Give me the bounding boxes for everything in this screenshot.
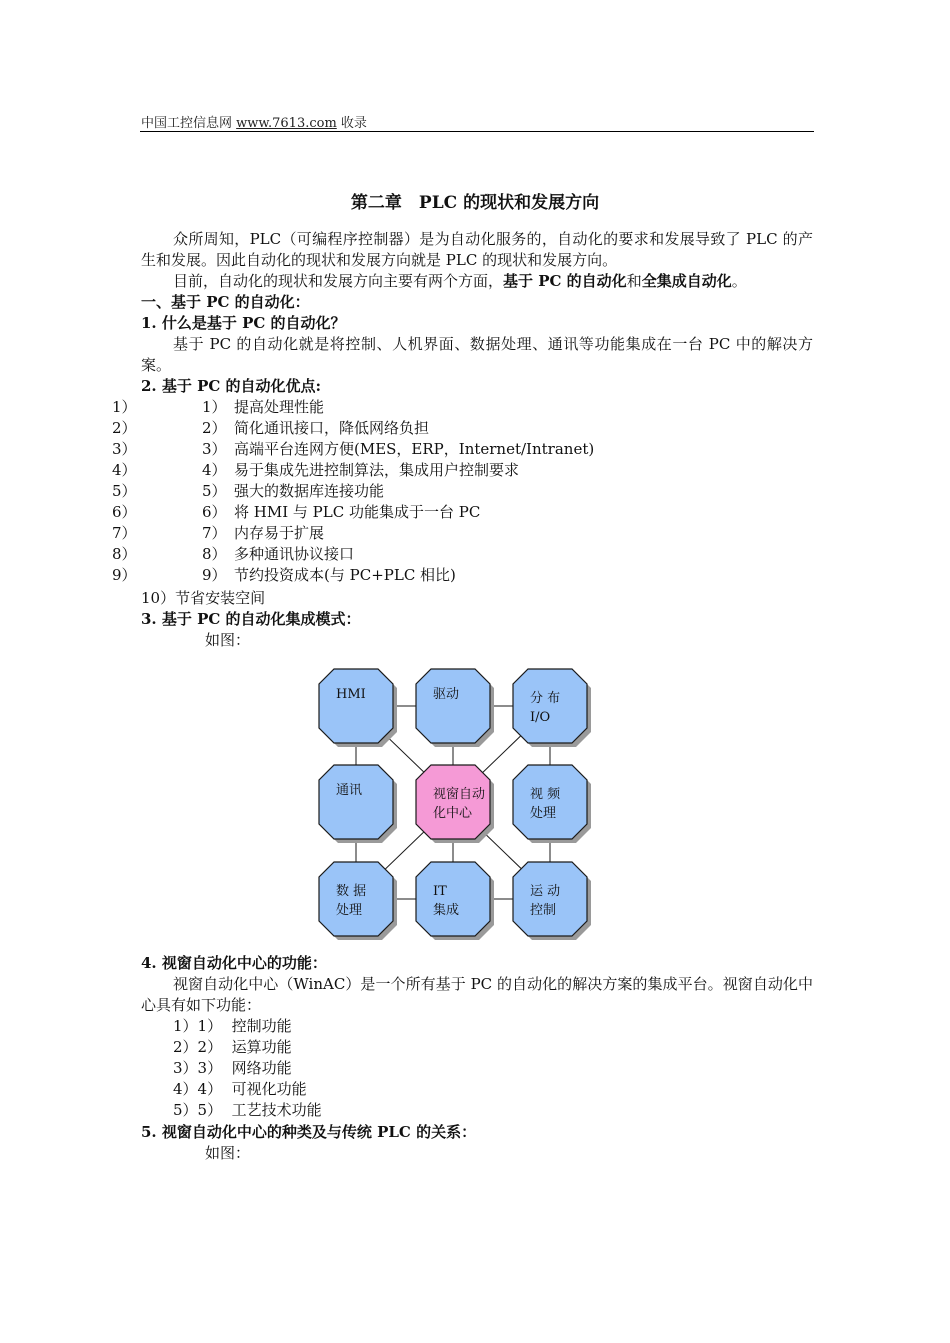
node-video-processing [513, 765, 591, 843]
intro-p2-end: 。 [731, 272, 747, 290]
node-communication [319, 765, 397, 843]
node-label: 通讯 [336, 783, 363, 798]
question-5: 5. 视窗自动化中心的种类及与传统 PLC 的关系： [141, 1123, 477, 1141]
intro-paragraph-2 [173, 271, 747, 292]
list-item: 2） 2） 简化通讯接口，降低网络负担 [112, 419, 430, 437]
node-it-integration [416, 862, 494, 940]
node-label: 处理 [530, 806, 557, 821]
header-site: 中国工控信息网 [141, 116, 233, 131]
list-item: 3）3） 网络功能 [173, 1059, 292, 1077]
node-shape [513, 669, 587, 743]
node-label: I/O [530, 710, 551, 725]
question-3: 3. 基于 PC 的自动化集成模式： [141, 610, 361, 628]
list-item: 3） 3） 高端平台连网方便(MES，ERP，Internet/Intranet) [112, 440, 595, 458]
node-drive [416, 669, 494, 747]
intro-p2-bold-tia: 全集成自动化 [641, 272, 732, 290]
intro-paragraph-1: 众所周知，PLC（可编程序控制器）是为自动化服务的，自动化的要求和发展导致了 PLC 的产生和发展。因此自动化的现状和发展方向就是 PLC 的现状和发展方向。 [141, 230, 813, 269]
as-figure-label: 如图： [205, 631, 251, 649]
as-figure-label-2: 如图： [205, 1144, 251, 1162]
header-suffix: 收录 [340, 116, 367, 131]
node-label: HMI [336, 687, 366, 702]
node-label: 分 布 [530, 691, 561, 706]
node-label: 视 频 [530, 787, 561, 802]
list-item: 9） 9） 节约投资成本(与 PC+PLC 相比) [112, 566, 456, 584]
node-hmi [319, 669, 397, 747]
node-label: 化中心 [433, 806, 473, 821]
list-item: 8） 8） 多种通讯协议接口 [112, 545, 355, 563]
question-1: 1. 什么是基于 PC 的自动化？ [141, 314, 346, 332]
node-label: 数 据 [336, 884, 367, 899]
node-data-processing [319, 862, 397, 940]
node-label: 控制 [530, 903, 557, 918]
list-item: 5）5） 工艺技术功能 [173, 1101, 322, 1119]
list-item: 6） 6） 将 HMI 与 PLC 功能集成于一台 PC [112, 503, 481, 521]
header-url[interactable]: www.7613.com [236, 116, 337, 131]
intro-p2-mid: 和 [626, 272, 642, 290]
intro-p2-bold-pc: 基于 PC 的自动化 [503, 272, 627, 290]
node-label: 驱动 [433, 687, 460, 702]
node-label: 集成 [433, 903, 460, 918]
node-winac-center [416, 765, 494, 843]
question-2: 2. 基于 PC 的自动化优点: [141, 377, 322, 395]
node-label: 视窗自动 [433, 787, 486, 802]
node-shape [416, 669, 490, 743]
intro-p2-prefix: 目前，自动化的现状和发展方向主要有两个方面， [173, 272, 504, 290]
node-shape [319, 765, 393, 839]
list-item: 4） 4） 易于集成先进控制算法，集成用户控制要求 [112, 461, 520, 479]
list-item: 5） 5） 强大的数据库连接功能 [112, 482, 385, 500]
node-label: 运 动 [530, 884, 561, 899]
node-distributed-io [513, 669, 591, 747]
answer-4: 视窗自动化中心（WinAC）是一个所有基于 PC 的自动化的解决方案的集成平台。视窗自动化中心具有如下功能： [141, 975, 813, 1014]
list-item: 7） 7） 内存易于扩展 [112, 524, 325, 542]
list-item: 1） 1） 提高处理性能 [112, 398, 325, 416]
node-shape [319, 669, 393, 743]
node-label: IT [433, 884, 447, 899]
list-item: 1）1） 控制功能 [173, 1017, 292, 1035]
node-shape [416, 765, 490, 839]
node-shape [513, 862, 587, 936]
node-shape [416, 862, 490, 936]
node-label: 处理 [336, 903, 363, 918]
answer-1: 基于 PC 的自动化就是将控制、人机界面、数据处理、通讯等功能集成在一台 PC 中的解决方案。 [141, 335, 813, 374]
list-item: 4）4） 可视化功能 [173, 1080, 307, 1098]
list-item: 2）2） 运算功能 [173, 1038, 292, 1056]
node-motion-control [513, 862, 591, 940]
list-item-10: 10）节省安装空间 [141, 589, 266, 607]
integration-diagram [313, 663, 603, 948]
header-rule [140, 131, 814, 132]
question-4: 4. 视窗自动化中心的功能： [141, 954, 327, 972]
page-header [141, 112, 367, 131]
node-shape [319, 862, 393, 936]
node-shape [513, 765, 587, 839]
section-heading: 一、基于 PC 的自动化： [141, 293, 310, 311]
chapter-title: 第二章 PLC 的现状和发展方向 [350, 193, 600, 213]
